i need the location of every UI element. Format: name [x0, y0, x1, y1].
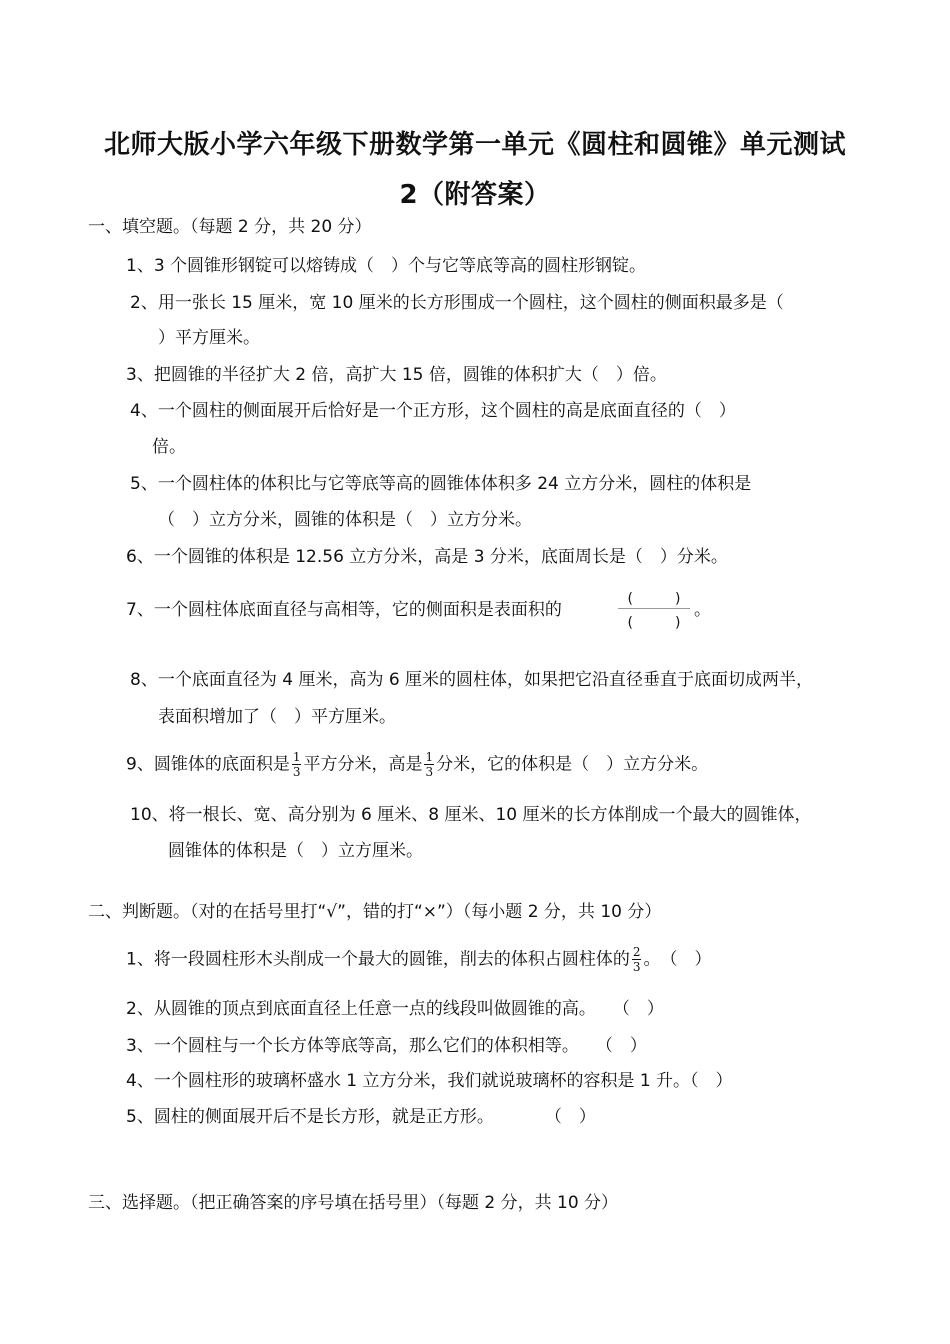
question-1-5-line1: 5、一个圆柱体的体积比与它等底等高的圆锥体体积多 24 立方分米，圆柱的体积是	[130, 474, 752, 494]
question-1-9	[126, 750, 708, 779]
fraction-numerator-blank: ( )	[627, 591, 681, 607]
question-1-7-end: 。	[694, 600, 711, 620]
question-2-5: 5、圆柱的侧面展开后不是长方形，就是正方形。 （ ）	[126, 1107, 596, 1127]
question-1-5-line2: （ ）立方分米，圆锥的体积是（ ）立方分米。	[158, 510, 532, 530]
section1-heading: 一、填空题。（每题 2 分，共 20 分）	[88, 217, 372, 237]
fraction-denominator: 3	[425, 765, 434, 779]
fraction-numerator: 1	[292, 750, 301, 764]
fraction-one-third-b	[424, 750, 434, 779]
question-1-3: 3、把圆锥的半径扩大 2 倍，高扩大 15 倍，圆锥的体积扩大（ ）倍。	[126, 365, 667, 385]
question-2-1-part1: 1、将一段圆柱形木头削成一个最大的圆锥，削去的体积占圆柱体的	[126, 949, 630, 970]
question-2-1	[126, 945, 711, 974]
question-1-9-part2: 平方分米，高是	[303, 754, 423, 775]
question-2-4: 4、一个圆柱形的玻璃杯盛水 1 立方分米，我们就说玻璃杯的容积是 1 升。（ ）	[126, 1071, 733, 1091]
question-1-4-line1: 4、一个圆柱的侧面展开后恰好是一个正方形，这个圆柱的高是底面直径的（ ）	[130, 401, 736, 421]
question-1-10-line2: 圆锥体的体积是（ ）立方厘米。	[168, 841, 423, 861]
question-1-1: 1、3 个圆锥形钢锭可以熔铸成（ ）个与它等底等高的圆柱形钢锭。	[126, 256, 647, 276]
question-2-2: 2、从圆锥的顶点到底面直径上任意一点的线段叫做圆锥的高。 （ ）	[126, 999, 664, 1019]
question-1-6: 6、一个圆锥的体积是 12.56 立方分米，高是 3 分米，底面周长是（ ）分米。	[126, 547, 728, 567]
question-1-2-line2: ）平方厘米。	[158, 328, 260, 348]
question-1-8-line2: 表面积增加了（ ）平方厘米。	[158, 707, 396, 727]
document-title-line2: 2（附答案）	[399, 180, 551, 210]
fraction-numerator: 1	[425, 750, 434, 764]
section2-heading: 二、判断题。（对的在括号里打“√”，错的打“×”）（每小题 2 分，共 10 分）	[88, 902, 662, 922]
question-1-8-line1: 8、一个底面直径为 4 厘米，高为 6 厘米的圆柱体，如果把它沿直径垂直于底面切成两半，	[130, 670, 814, 690]
question-1-4-line2: 倍。	[152, 437, 186, 457]
fraction-one-third-a	[292, 750, 302, 779]
fraction-denominator: 3	[632, 960, 641, 974]
fraction-two-thirds	[632, 945, 642, 974]
question-1-9-part3: 分米，它的体积是（ ）立方分米。	[436, 754, 709, 775]
fraction-bar	[618, 608, 690, 609]
question-1-7-text: 7、一个圆柱体底面直径与高相等，它的侧面积是表面积的	[126, 600, 562, 620]
document-title-line1: 北师大版小学六年级下册数学第一单元《圆柱和圆锥》单元测试	[103, 130, 846, 160]
question-1-9-part1: 9、圆锥体的底面积是	[126, 754, 290, 775]
fraction-denominator: 3	[292, 765, 301, 779]
question-2-3: 3、一个圆柱与一个长方体等底等高，那么它们的体积相等。 （ ）	[126, 1036, 647, 1056]
fraction-denominator-blank: ( )	[627, 615, 681, 631]
question-1-10-line1: 10、将一根长、宽、高分别为 6 厘米、8 厘米、10 厘米的长方体削成一个最大的圆锥体，	[130, 805, 812, 825]
question-1-2-line1: 2、用一张长 15 厘米，宽 10 厘米的长方形围成一个圆柱，这个圆柱的侧面积最多是（	[130, 293, 784, 313]
question-1-7	[126, 599, 562, 621]
question-1-7-fraction	[618, 588, 698, 636]
question-2-1-part2: 。 （ ）	[643, 949, 712, 970]
fraction-numerator: 2	[632, 945, 641, 959]
section3-heading: 三、选择题。（把正确答案的序号填在括号里）（每题 2 分，共 10 分）	[88, 1193, 619, 1213]
